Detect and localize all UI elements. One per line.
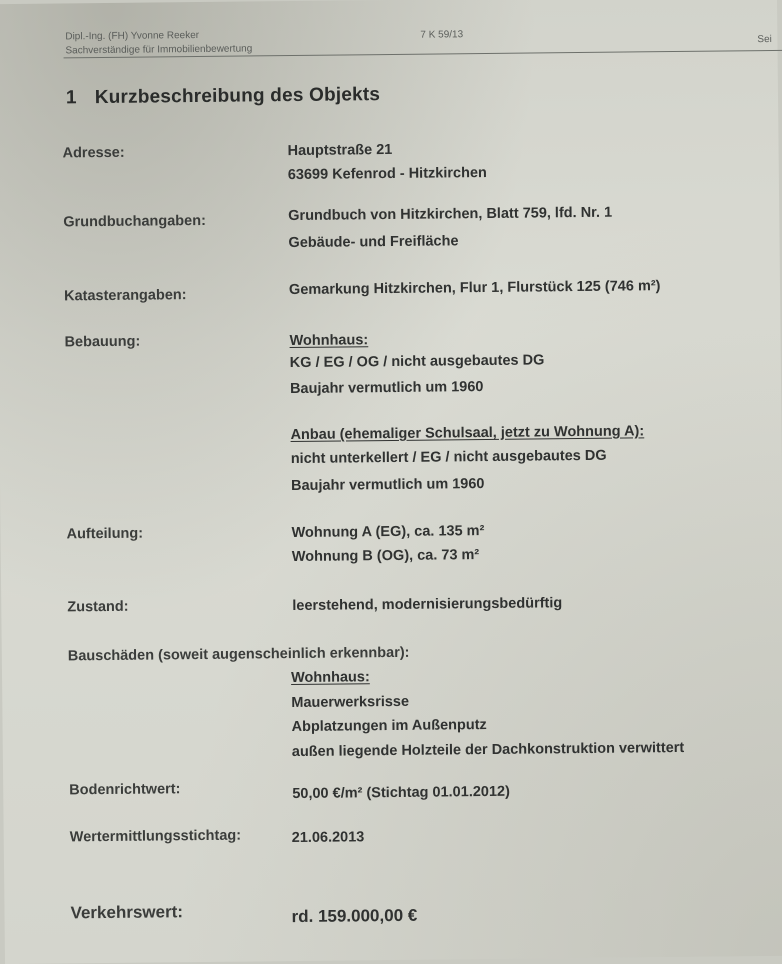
address-label: Adresse: <box>62 144 125 162</box>
page-header <box>65 23 782 57</box>
damages-item-1: Mauerwerksrisse <box>291 693 410 712</box>
building-annex-heading: Anbau (ehemaliger Schulsaal, jetzt zu Wohnung A): <box>290 423 645 444</box>
building-annex-line1: nicht unterkellert / EG / nicht ausgebautes DG <box>290 447 607 468</box>
land-register-line1: Grundbuch von Hitzkirchen, Blatt 759, lfd. Nr. 1 <box>288 204 613 225</box>
market-value-value: rd. 159.000,00 € <box>291 905 418 927</box>
valuation-date-value: 21.06.2013 <box>291 829 365 847</box>
building-house-heading: Wohnhaus: <box>289 332 369 350</box>
condition-label: Zustand: <box>67 598 129 616</box>
address-line1: Hauptstraße 21 <box>287 141 393 160</box>
section-number: 1 <box>65 87 77 109</box>
division-label: Aufteilung: <box>66 525 144 543</box>
building-house-line2: Baujahr vermutlich um 1960 <box>289 379 484 398</box>
valuation-date-label: Wertermittlungsstichtag: <box>69 827 242 846</box>
damages-heading: Wohnhaus: <box>290 669 370 687</box>
market-value-label: Verkehrswert: <box>70 902 184 923</box>
condition-value: leerstehend, modernisierungsbedürftig <box>292 595 563 615</box>
header-page-label: Sei <box>757 33 772 46</box>
cadastre-label: Katasterangaben: <box>63 287 187 305</box>
section-title-text: Kurzbeschreibung des Objekts <box>94 84 381 109</box>
building-label: Bebauung: <box>64 333 141 351</box>
land-value-value: 50,00 €/m² (Stichtag 01.01.2012) <box>292 783 510 803</box>
header-reference: 7 K 59/13 <box>420 29 464 41</box>
damages-item-3: außen liegende Holzteile der Dachkonstruktion verwittert <box>291 739 685 761</box>
address-line2: 63699 Kefenrod - Hitzkirchen <box>287 164 487 184</box>
damages-item-2: Abplatzungen im Außenputz <box>291 717 487 736</box>
land-register-label: Grundbuchangaben: <box>63 212 206 231</box>
header-author: Dipl.-Ing. (FH) Yvonne Reeker <box>65 29 200 43</box>
cadastre-line1: Gemarkung Hitzkirchen, Flur 1, Flurstück 125 (746 m²) <box>288 278 661 299</box>
division-line2: Wohnung B (OG), ca. 73 m² <box>291 547 480 566</box>
division-line1: Wohnung A (EG), ca. 135 m² <box>291 523 485 542</box>
header-subtitle: Sachverständige für Immobilienbewertung <box>65 43 253 57</box>
section-title <box>66 84 380 109</box>
land-register-line2: Gebäude- und Freifläche <box>288 233 459 252</box>
land-value-label: Bodenrichtwert: <box>69 781 181 799</box>
building-annex-line2: Baujahr vermutlich um 1960 <box>290 476 485 495</box>
damages-label: Bauschäden (soweit augenscheinlich erkennbar): <box>67 644 410 665</box>
building-house-line1: KG / EG / OG / nicht ausgebautes DG <box>289 352 545 372</box>
